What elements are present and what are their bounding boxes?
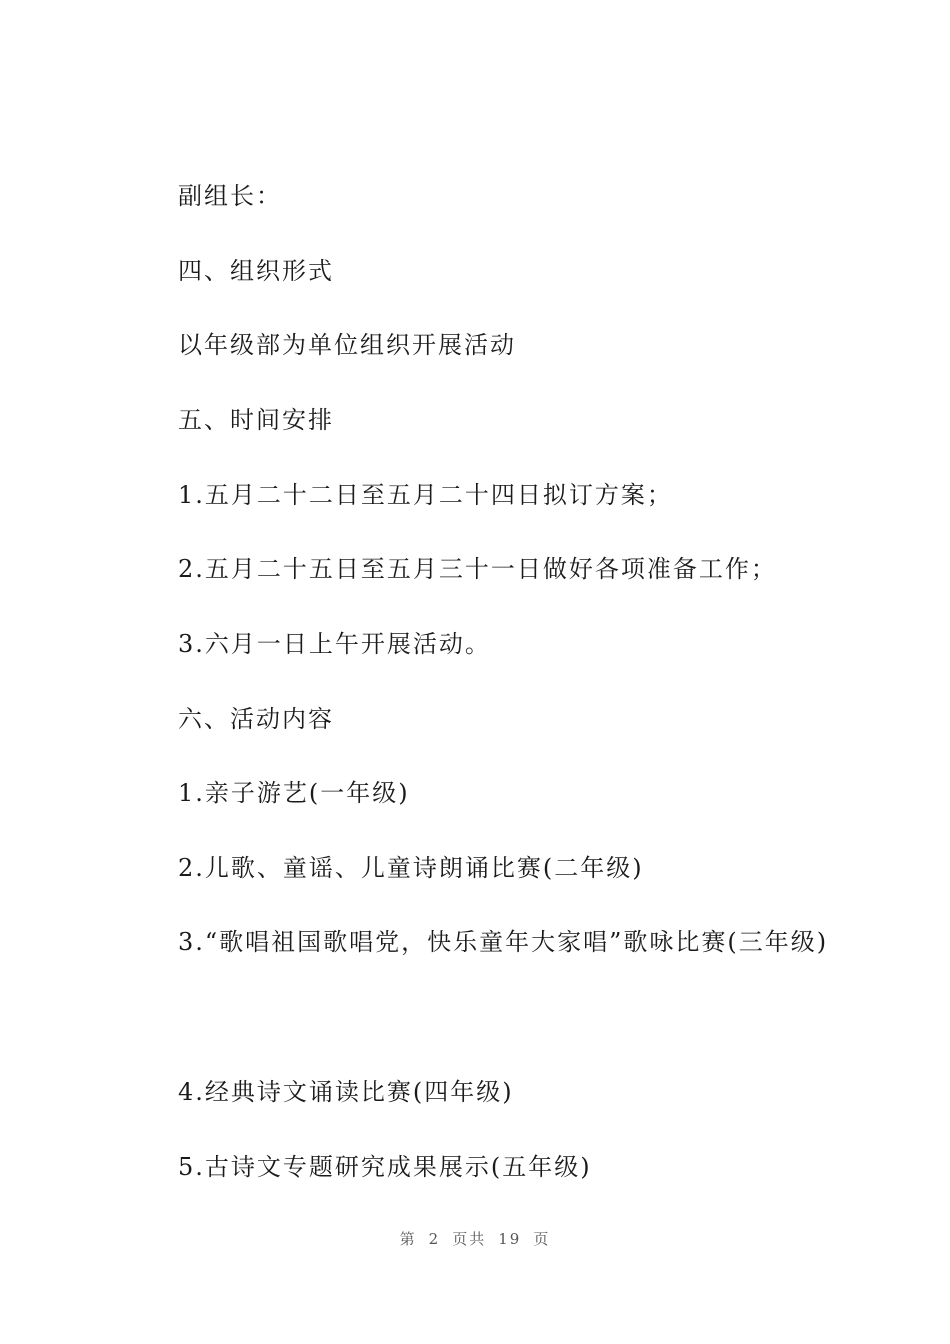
page-footer	[0, 1228, 950, 1249]
activity-item-1: 1.亲子游艺(一年级)	[178, 779, 410, 807]
footer-total-pages: 19	[498, 1230, 522, 1248]
footer-prefix: 第	[399, 1230, 417, 1248]
section-heading-organization-form: 四、组织形式	[178, 257, 334, 285]
vice-leader-line: 副组长：	[178, 182, 282, 210]
section-heading-activities: 六、活动内容	[178, 705, 334, 733]
footer-middle: 页共	[452, 1230, 487, 1248]
activity-item-3: 3.“歌唱祖国歌唱党，快乐童年大家唱”歌咏比赛(三年级)	[178, 928, 829, 956]
footer-suffix: 页	[533, 1230, 551, 1248]
activity-item-4: 4.经典诗文诵读比赛(四年级)	[178, 1078, 514, 1106]
footer-page-number: 2	[428, 1230, 441, 1248]
schedule-item-3: 3.六月一日上午开展活动。	[178, 630, 491, 658]
activity-item-2: 2.儿歌、童谣、儿童诗朗诵比赛(二年级)	[178, 854, 644, 882]
section-heading-schedule: 五、时间安排	[178, 406, 334, 434]
schedule-item-2: 2.五月二十五日至五月三十一日做好各项准备工作；	[178, 555, 777, 583]
activity-item-5: 5.古诗文专题研究成果展示(五年级)	[178, 1153, 592, 1181]
schedule-item-1: 1.五月二十二日至五月二十四日拟订方案；	[178, 481, 673, 509]
organization-form-text: 以年级部为单位组织开展活动	[178, 331, 516, 359]
